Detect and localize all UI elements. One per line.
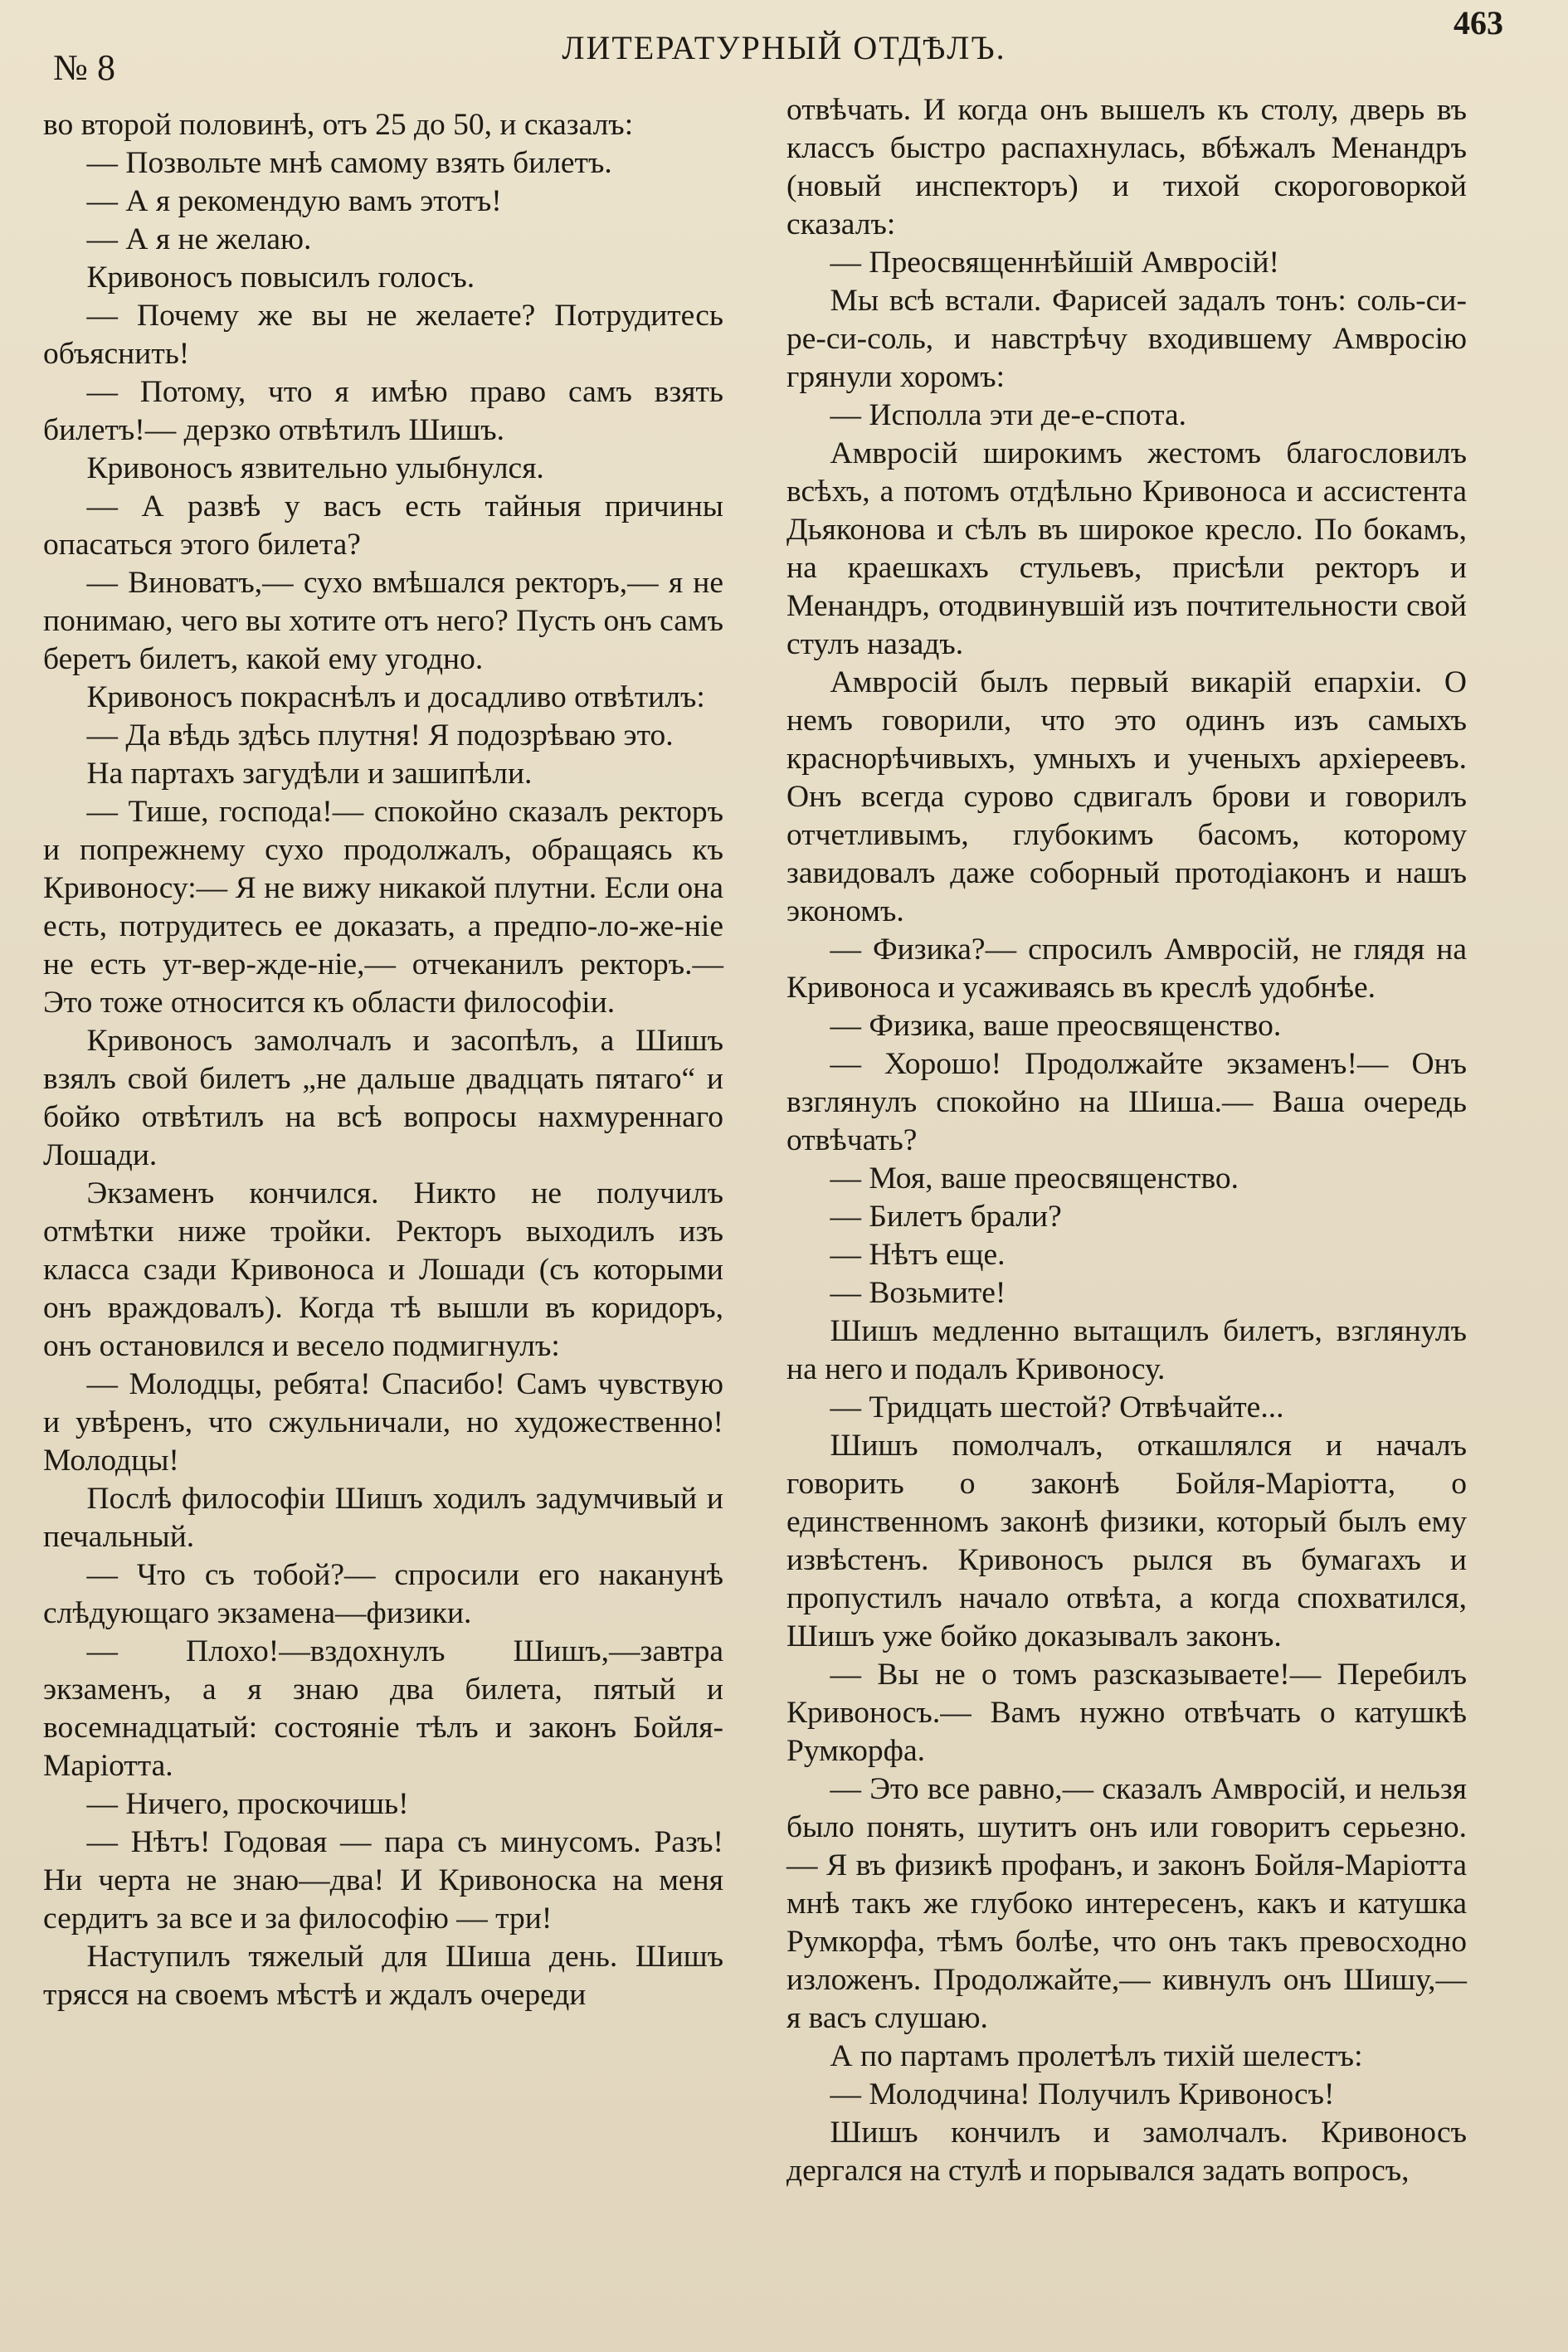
paragraph: — А я не желаю. <box>86 222 312 256</box>
paragraph: Шишъ медленно вытащилъ билетъ, взглянулъ на него и подалъ Кривоносу. <box>786 1314 1467 1386</box>
paragraph: Амвросiй широкимъ жестомъ благословилъ всѣхъ, а потомъ отдѣльно Кривоноса и ассистента Дьяконова и сѣлъ въ широкое кресло. По бокамъ, на краешкахъ стульевъ, присѣли ректоръ и Менандръ, отодвинувшiй изъ почтительности свой стулъ назадъ. <box>786 436 1467 661</box>
paragraph: — Позвольте мнѣ самому взять билетъ. <box>86 146 612 180</box>
paragraph: — Тридцать шестой? Отвѣчайте... <box>830 1390 1284 1424</box>
paragraph: А по партамъ пролетѣлъ тихiй шелестъ: <box>830 2039 1363 2073</box>
paragraph: Наступилъ тяжелый для Шиша день. Шишъ трясся на своемъ мѣстѣ и ждалъ очереди <box>43 1940 723 2012</box>
paragraph: — Виноватъ,— сухо вмѣшался ректоръ,— я не понимаю, чего вы хотите отъ него? Пусть онъ самъ беретъ билетъ, какой ему угодно. <box>43 566 723 676</box>
paragraph: — Моя, ваше преосвященство. <box>830 1161 1239 1195</box>
paragraph: во второй половинѣ, отъ 25 до 50, и сказалъ: <box>43 108 634 142</box>
paragraph: Кривоносъ язвительно улыбнулся. <box>86 451 544 485</box>
paragraph: Шишъ помолчалъ, откашлялся и началъ говорить о законѣ Бойля-Марiотта, о единственномъ законѣ физики, который былъ ему извѣстенъ. Кривоносъ рылся въ бумагахъ и пропустилъ начало отвѣта, а когда спохватился, Шишъ уже бойко доказывалъ законъ. <box>786 1429 1467 1653</box>
paragraph: — А развѣ у васъ есть тайныя причины опасаться этого билета? <box>43 489 723 562</box>
paragraph: — Нѣтъ! Годовая — пара съ минусомъ. Разъ! Ни черта не знаю—два! И Кривоноска на меня сердитъ за все и за философiю — три! <box>43 1825 723 1936</box>
paragraph: На партахъ загудѣли и зашипѣли. <box>86 757 533 791</box>
paragraph: — Ничего, проскочишь! <box>86 1787 409 1821</box>
paragraph: Кривоносъ повысилъ голосъ. <box>86 261 475 295</box>
paragraph: — Хорошо! Продолжайте экзаменъ!— Онъ взглянулъ спокойно на Шиша.— Ваша очередь отвѣчать? <box>786 1047 1467 1157</box>
section-title: ЛИТЕРАТУРНЫЙ ОТДѢЛЪ. <box>562 29 1006 66</box>
paragraph: — Тише, господа!— спокойно сказалъ ректоръ и попрежнему сухо продолжалъ, обращаясь къ Кривоносу:— Я не вижу никакой плутни. Если она есть, потрудитесь ее доказать, а предпо-ло-же-нiе не есть ут-вер-жде-нiе,— отчеканилъ ректоръ.— Это тоже относится къ области философiи. <box>43 795 723 1020</box>
paragraph: — Вы не о томъ разсказываете!— Перебилъ Кривоносъ.— Вамъ нужно отвѣчать о катушкѣ Румкорфа. <box>786 1658 1467 1768</box>
paragraph: Кривоносъ покраснѣлъ и досадливо отвѣтилъ: <box>86 680 705 714</box>
paragraph: — Нѣтъ еще. <box>830 1238 1006 1272</box>
paragraph: — Почему же вы не желаете? Потрудитесь объяснить! <box>43 299 723 371</box>
paragraph: — Исполла эти де-е-спота. <box>830 398 1186 432</box>
paragraph: — Потому, что я имѣю право самъ взять билетъ!— дерзко отвѣтилъ Шишъ. <box>43 375 723 447</box>
paragraph: Мы всѣ встали. Фарисей задалъ тонъ: соль-си-ре-си-соль, и навстрѣчу входившему Амвросiю грянули хоромъ: <box>786 284 1467 394</box>
left-column <box>43 106 723 2014</box>
paragraph: — Что съ тобой?— спросили его наканунѣ слѣдующаго экзамена—физики. <box>43 1558 723 1630</box>
paragraph: Послѣ философiи Шишъ ходилъ задумчивый и печальный. <box>43 1482 723 1554</box>
paragraph: — А я рекомендую вамъ этотъ! <box>86 184 502 218</box>
paragraph: — Молодцы, ребята! Спасибо! Самъ чувствую и увѣренъ, что сжульничали, но художественно! Молодцы! <box>43 1367 723 1478</box>
issue-number: № 8 <box>53 47 115 88</box>
paragraph: — Плохо!—вздохнулъ Шишъ,—завтра экзаменъ, а я знаю два билета, пятый и восемнадцатый: состоянiе тѣлъ и законъ Бойля-Марiотта. <box>43 1634 723 1783</box>
paragraph: Шишъ кончилъ и замолчалъ. Кривоносъ дергался на стулѣ и порывался задать вопросъ, <box>786 2116 1467 2188</box>
paragraph: Экзаменъ кончился. Никто не получилъ отмѣтки ниже тройки. Ректоръ выходилъ изъ класса сзади Кривоноса и Лошади (съ которыми онъ враждовалъ). Когда тѣ вышли въ коридоръ, онъ остановился и весело подмигнулъ: <box>43 1176 723 1363</box>
paragraph: Кривоносъ замолчалъ и засопѣлъ, а Шишъ взялъ свой билетъ „не дальше двадцать пятаго“ и бойко отвѣтилъ на всѣ вопросы нахмуреннаго Лошади. <box>43 1024 723 1172</box>
paragraph: — Билетъ брали? <box>830 1200 1062 1234</box>
paragraph: — Да вѣдь здѣсь плутня! Я подозрѣваю это. <box>86 718 674 752</box>
right-column <box>786 91 1467 2190</box>
page-number: 463 <box>1454 4 1503 41</box>
paragraph: Амвросiй былъ первый викарiй епархiи. О немъ говорили, что это одинъ изъ самыхъ краснорѣчивыхъ, умныхъ и ученыхъ архiереевъ. Онъ всегда сурово сдвигалъ брови и говорилъ отчетливымъ, глубокимъ басомъ, которому завидовалъ даже соборный протодiаконъ и нашъ экономъ. <box>786 665 1467 928</box>
paragraph: — Возьмите! <box>830 1276 1006 1310</box>
paragraph: — Физика, ваше преосвященство. <box>830 1009 1282 1043</box>
paragraph: — Молодчина! Получилъ Кривоносъ! <box>830 2077 1335 2111</box>
paragraph: — Преосвященнѣйшiй Амвросiй! <box>830 246 1280 280</box>
paragraph: — Это все равно,— сказалъ Амвросiй, и нельзя было понять, шутитъ онъ или говоритъ серьезно.— Я въ физикѣ профанъ, и законъ Бойля-Марiотта мнѣ такъ же глубоко интересенъ, какъ и катушка Румкорфа, тѣмъ болѣе, что онъ такъ превосходно изложенъ. Продолжайте,— кивнулъ онъ Шишу,— я васъ слушаю. <box>786 1772 1467 2035</box>
paragraph: — Физика?— спросилъ Амвросiй, не глядя на Кривоноса и усаживаясь въ креслѣ удобнѣе. <box>786 933 1467 1005</box>
paragraph: отвѣчать. И когда онъ вышелъ къ столу, дверь въ классъ быстро распахнулась, вбѣжалъ Менандръ (новый инспекторъ) и тихой скороговоркой сказалъ: <box>786 93 1467 241</box>
